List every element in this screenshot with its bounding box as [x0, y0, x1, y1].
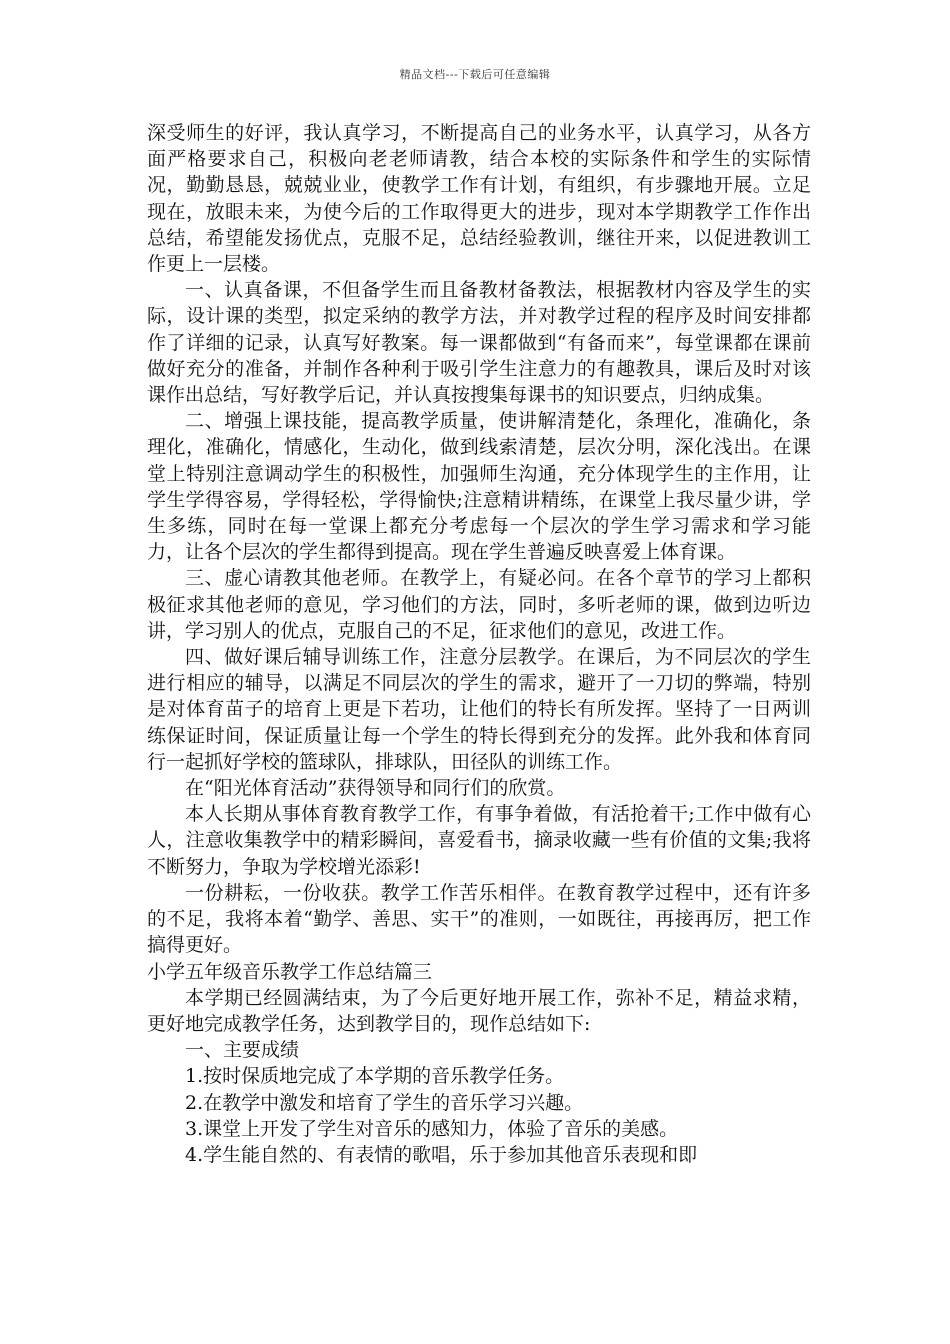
list-item-4: 4.学生能自然的、有表情的歌唱，乐于参加其他音乐表现和即: [185, 1143, 698, 1166]
heading-main-achievements: 一、主要成绩: [185, 1039, 300, 1062]
document-body: [147, 120, 811, 1168]
paragraph-section-1: 一、认真备课，不但备学生而且备教材备教法，根据教材内容及学生的实际，设计课的类型，拟定采纳的教学方法，并对教学过程的程序及时间安排都作了详细的记录，认真写好教案。每一课都做到“有备而来”，每堂课都在课前做好充分的准备，并制作各种利于吸引学生注意力的有趣教具，课后及时对该课作出总结，写好教学后记，并认真按搜集每课书的知识要点，归纳成集。: [147, 279, 811, 407]
paragraph-intro: 深受师生的好评，我认真学习，不断提高自己的业务水平，认真学习，从各方面严格要求自己，积极向老老师请教，结合本校的实际条件和学生的实际情况，勤勤恳恳，兢兢业业，使教学工作有计划，有组织，有步骤地开展。立足现在，放眼未来，为使今后的工作取得更大的进步，现对本学期教学工作作出总结，希望能发扬优点，克服不足，总结经验教训，继往开来，以促进教训工作更上一层楼。: [147, 122, 811, 276]
paragraph-section-3: 三、虚心请教其他老师。在教学上，有疑必问。在各个章节的学习上都积极征求其他老师的意见，学习他们的方法，同时，多听老师的课，做到边听边讲，学习别人的优点，克服自己的不足，征求他们的意见，改进工作。: [147, 567, 811, 642]
paragraph-sunshine-sports: 在“阳光体育活动”获得领导和同行们的欣赏。: [185, 777, 566, 800]
paragraph-music-intro: 本学期已经圆满结束，为了今后更好地开展工作，弥补不足，精益求精，更好地完成教学任务，达到教学目的，现作总结如下:: [147, 986, 811, 1035]
paragraph-section-2: 二、增强上课技能，提高教学质量，使讲解清楚化，条理化，准确化，条理化，准确化，情感化，生动化，做到线索清楚，层次分明，深化浅出。在课堂上特别注意调动学生的积极性，加强师生沟通，充分体现学生的主作用，让学生学得容易，学得轻松，学得愉快;注意精讲精练，在课堂上我尽量少讲，学生多练，同时在每一堂课上都充分考虑每一个层次的学生学习需求和学习能力，让各个层次的学生都得到提高。现在学生普遍反映喜爱上体育课。: [147, 410, 811, 564]
list-item-3: 3.课堂上开发了学生对音乐的感知力，体验了音乐的美感。: [185, 1117, 679, 1140]
paragraph-section-4: 四、做好课后辅导训练工作，注意分层教学。在课后，为不同层次的学生进行相应的辅导，以满足不同层次的学生的需求，避开了一刀切的弊端，特别是对体育苗子的培育上更是下若功，让他们的特长有所发挥。坚持了一日两训练保证时间，保证质量让每一个学生的特长得到充分的发挥。此外我和体育同行一起抓好学校的篮球队，排球队，田径队的训练工作。: [147, 646, 811, 773]
paragraph-personal: 本人长期从事体育教育教学工作，有事争着做，有活抢着干;工作中做有心人，注意收集教学中的精彩瞬间，喜爱看书，摘录收藏一些有价值的文集;我将不断努力，争取为学校增光添彩!: [147, 803, 811, 878]
list-item-1: 1.按时保质地完成了本学期的音乐教学任务。: [185, 1065, 565, 1088]
section-title: 小学五年级音乐教学工作总结篇三: [147, 960, 433, 983]
page-header-note: 精品文档---下载后可任意编辑: [399, 68, 551, 81]
list-item-2: 2.在教学中激发和培育了学生的音乐学习兴趣。: [185, 1091, 584, 1114]
paragraph-conclusion: 一份耕耘，一份收获。教学工作苦乐相伴。在教育教学过程中，还有许多的不足，我将本着“勤学、善思、实干”的准则，一如既往，再接再厉，把工作搞得更好。: [147, 881, 811, 957]
